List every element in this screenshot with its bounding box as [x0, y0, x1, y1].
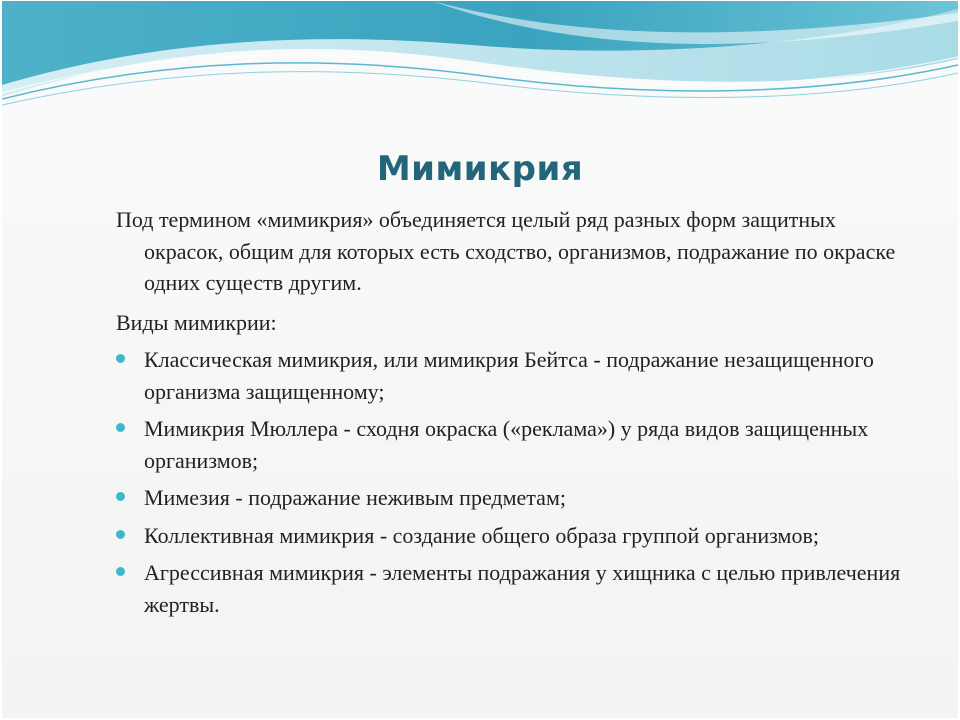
slide-title: Мимикрия [376, 149, 584, 189]
list-item-text: Мимикрия Мюллера - сходня окраска («реклама») у ряда видов защищенных организмов; [144, 416, 869, 473]
list-item [116, 482, 916, 514]
bullet-dot-icon [116, 423, 125, 432]
bullet-dot-icon [116, 567, 125, 576]
list-item [116, 344, 916, 407]
list-item-text: Агрессивная мимикрия - элементы подражания у хищника с целью привлечения жертвы. [144, 560, 901, 617]
list-item [116, 557, 916, 620]
list-item-text: Мимезия - подражание неживым предметам; [144, 485, 566, 510]
types-label: Виды мимикрии: [116, 309, 277, 335]
bullet-dot-icon [116, 530, 125, 539]
types-list [116, 344, 916, 620]
slide-canvas [2, 1, 958, 718]
bullet-dot-icon [116, 354, 125, 363]
wave-decoration-icon [2, 1, 958, 151]
list-item [116, 413, 916, 476]
bullet-dot-icon [116, 492, 125, 501]
list-item-text: Коллективная мимикрия - создание общего образа группой организмов; [144, 522, 819, 548]
slide-body [116, 204, 916, 626]
list-item [116, 520, 916, 552]
intro-paragraph: Под термином «мимикрия» объединяется целый ряд разных форм защитных окрасок, общим для которых есть сходство, организмов, подражание по окраске одних существ другим. [116, 207, 896, 295]
list-item-text: Классическая мимикрия, или мимикрия Бейтса - подражание незащищенного организма защищенному; [144, 347, 874, 404]
